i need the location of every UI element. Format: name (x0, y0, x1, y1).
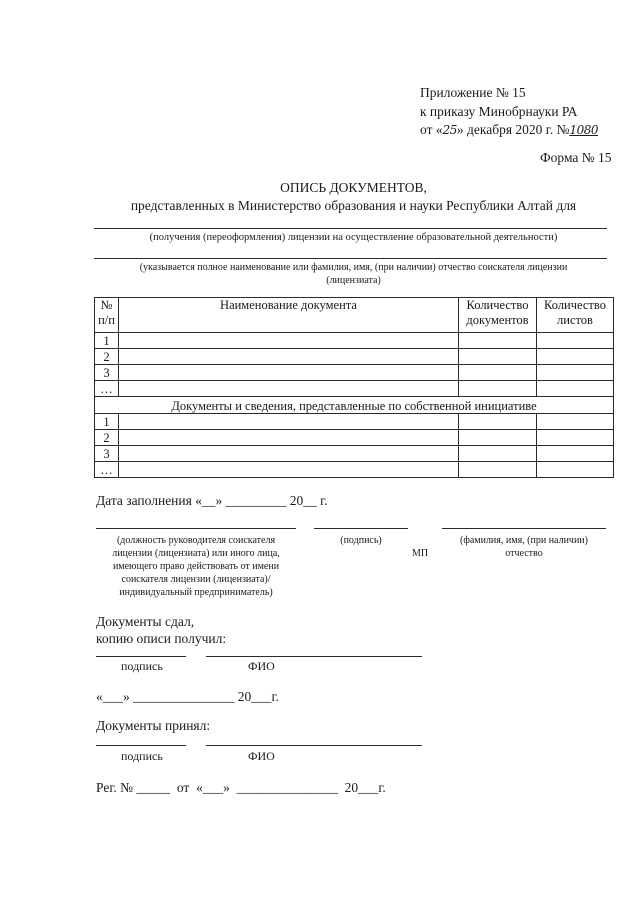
purpose-caption: (получения (переоформления) лицензии на осуществление образовательной деятельности) (149, 232, 558, 243)
doc-count-cell[interactable] (459, 333, 537, 349)
document-name-cell[interactable] (119, 349, 459, 365)
document-name-cell[interactable] (119, 446, 459, 462)
position-caption (96, 534, 296, 599)
row-number: 3 (95, 446, 119, 462)
handwritten-order-number: 1080 (569, 123, 598, 137)
sheet-count-cell[interactable] (537, 333, 614, 349)
table-row (95, 446, 614, 462)
submitter-signature-underline (96, 656, 186, 657)
stamp-place: МП (412, 548, 429, 559)
receiver-signature-underline (96, 745, 186, 746)
fill-date-line: Дата заполнения «__» _________ 20__ г. (96, 493, 328, 508)
section-title: Документы и сведения, представленные по собственной инициативе (95, 397, 614, 414)
submitter-name-underline (206, 656, 422, 657)
accepted-label: Документы принял: (96, 718, 211, 733)
col-sheets-line2: листов (557, 313, 593, 327)
table-row (95, 333, 614, 349)
order-reference: к приказу Минобрнауки РА (420, 104, 578, 119)
col-docs-line1: Количество (466, 298, 529, 312)
name-caption-line: отчество (505, 548, 543, 559)
row-number: 2 (95, 349, 119, 365)
row-number: 3 (95, 365, 119, 381)
table-row (95, 381, 614, 397)
document-name-cell[interactable] (119, 381, 459, 397)
handwritten-day: 25 (442, 123, 457, 137)
sheet-count-cell[interactable] (537, 349, 614, 365)
signature-caption: (подпись) (340, 535, 382, 546)
document-name-cell[interactable] (119, 365, 459, 381)
submitter-signature-label: подпись (121, 659, 163, 673)
sheet-count-cell[interactable] (537, 365, 614, 381)
doc-count-cell[interactable] (459, 365, 537, 381)
col-number-line2: п/п (98, 313, 115, 327)
table-row (95, 430, 614, 446)
position-caption-line: лицензии (лицензиата) или иного лица, (112, 548, 280, 559)
receiver-signature-label: подпись (121, 749, 163, 763)
date-middle: » декабря 2020 г. № (456, 122, 570, 137)
table-row (95, 365, 614, 381)
position-caption-line: (должность руководителя соискателя (116, 535, 276, 546)
receiver-name-label: ФИО (248, 749, 275, 763)
table-row (95, 414, 614, 430)
position-caption-line: соискателя лицензии (лицензиата)/ (121, 574, 271, 585)
col-header-sheet-count (537, 298, 614, 333)
name-caption (442, 534, 606, 560)
doc-count-cell[interactable] (459, 446, 537, 462)
sheet-count-cell[interactable] (537, 462, 614, 478)
col-header-number (95, 298, 119, 333)
applicant-caption-2: (лицензиата) (326, 275, 381, 286)
position-underline (96, 528, 296, 529)
document-name-cell[interactable] (119, 462, 459, 478)
position-caption-line: индивидуальный предприниматель) (119, 587, 273, 598)
form-number: Форма № 15 (540, 150, 612, 165)
document-subtitle: представленных в Министерство образования и науки Республики Алтай для (130, 198, 577, 213)
document-title: ОПИСЬ ДОКУМЕНТОВ, (280, 180, 427, 195)
purpose-underline (94, 228, 607, 229)
copy-received-label: копию описи получил: (96, 631, 227, 646)
applicant-underline (94, 258, 607, 259)
col-number-line1: № (100, 298, 113, 312)
col-sheets-line1: Количество (544, 298, 606, 312)
appendix-label: Приложение № 15 (420, 85, 526, 100)
section-row (95, 397, 614, 414)
col-docs-line2: документов (466, 313, 529, 327)
table-row (95, 462, 614, 478)
submitted-label: Документы сдал, (96, 614, 195, 629)
name-caption-line: (фамилия, имя, (при наличии) (460, 535, 588, 546)
table-header-row (95, 298, 614, 333)
sheet-count-cell[interactable] (537, 381, 614, 397)
order-date-line (420, 121, 598, 139)
documents-table (94, 297, 614, 478)
registration-line: Рег. № _____ от «___» _______________ 20___г. (96, 780, 386, 795)
row-number: … (95, 381, 119, 397)
col-header-document-name: Наименование документа (119, 298, 459, 333)
col-header-doc-count (459, 298, 537, 333)
doc-count-cell[interactable] (459, 430, 537, 446)
row-number: … (95, 462, 119, 478)
applicant-caption-1: (указывается полное наименование или фамилия, имя, (при наличии) отчество соискателя лицензии (139, 262, 568, 273)
sheet-count-cell[interactable] (537, 430, 614, 446)
doc-count-cell[interactable] (459, 349, 537, 365)
row-number: 1 (95, 333, 119, 349)
receiver-name-underline (206, 745, 422, 746)
row-number: 2 (95, 430, 119, 446)
name-underline (442, 528, 606, 529)
table-row (95, 349, 614, 365)
document-name-cell[interactable] (119, 414, 459, 430)
document-name-cell[interactable] (119, 333, 459, 349)
doc-count-cell[interactable] (459, 414, 537, 430)
doc-count-cell[interactable] (459, 381, 537, 397)
row-number: 1 (95, 414, 119, 430)
doc-count-cell[interactable] (459, 462, 537, 478)
submitter-name-label: ФИО (248, 659, 275, 673)
sheet-count-cell[interactable] (537, 446, 614, 462)
position-caption-line: имеющего право действовать от имени (112, 561, 280, 572)
submitted-date-line: «___» _______________ 20___г. (96, 689, 279, 704)
sheet-count-cell[interactable] (537, 414, 614, 430)
signature-underline (314, 528, 408, 529)
date-prefix: от « (420, 122, 443, 137)
document-name-cell[interactable] (119, 430, 459, 446)
